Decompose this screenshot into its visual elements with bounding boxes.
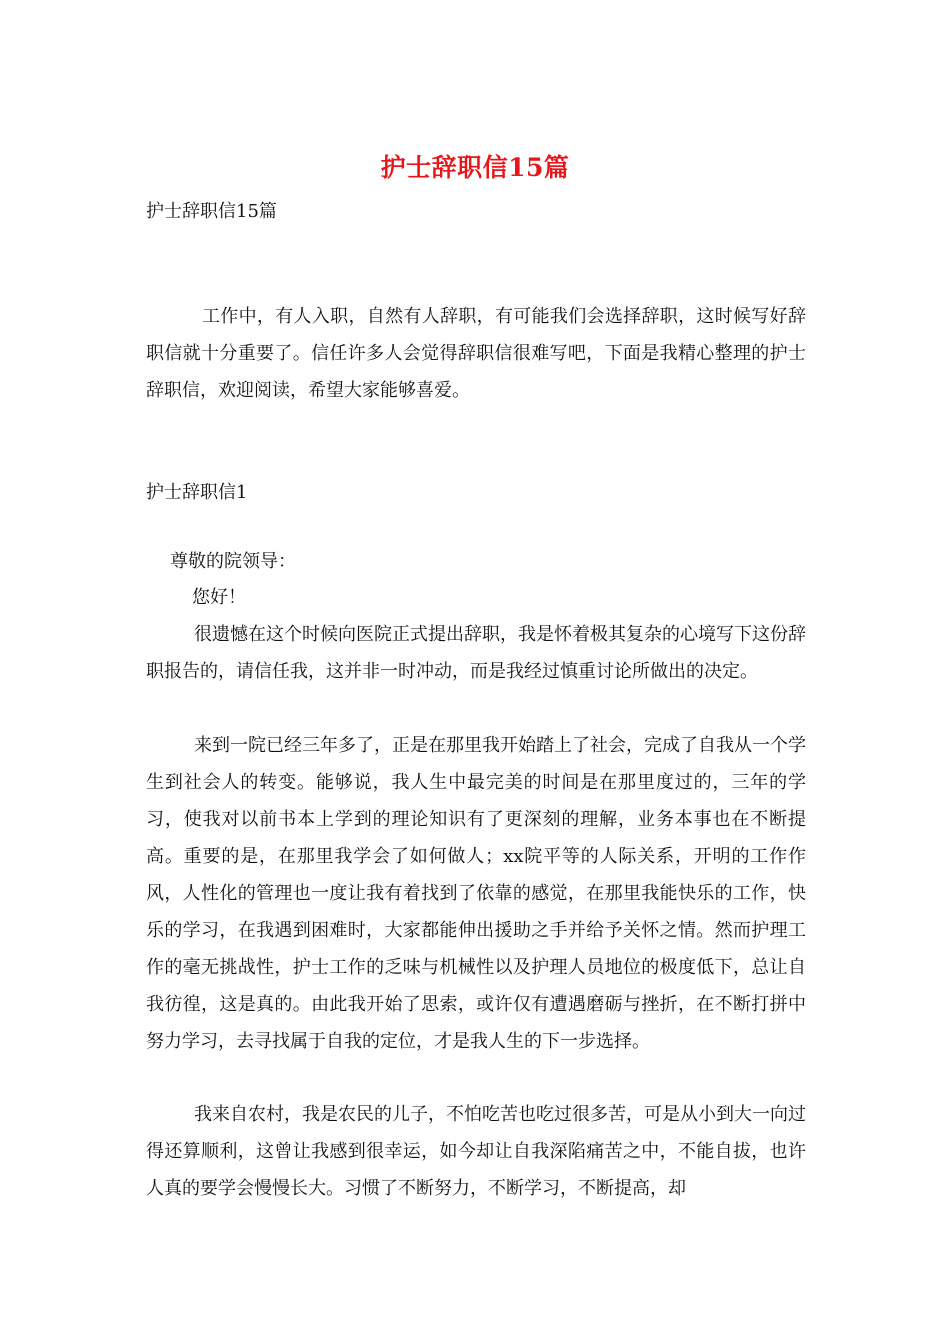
intro-paragraph: 工作中，有人入职，自然有人辞职，有可能我们会选择辞职，这时候写好辞职信就十分重要了。信任许多人会觉得辞职信很难写吧，下面是我精心整理的护士辞职信，欢迎阅读，希望大家能够喜爱。: [146, 306, 806, 401]
letter-greeting: 您好！: [192, 587, 246, 608]
section-heading: 护士辞职信1: [146, 482, 248, 503]
body-paragraph-2: 来到一院已经三年多了，正是在那里我开始踏上了社会，完成了自我从一个学生到社会人的转变。能够说，我人生中最完美的时间是在那里度过的，三年的学习，使我对以前书本上学到的理论知识有了更深刻的理解，业务本事也在不断提高。重要的是，在那里我学会了如何做人；xx院平等的人际关系，开明的工作作风，人性化的管理也一度让我有着找到了依靠的感觉，在那里我能快乐的工作，快乐的学习，在我遇到困难时，大家都能伸出援助之手并给予关怀之情。然而护理工作的毫无挑战性，护士工作的乏味与机械性以及护理人员地位的极度低下，总让自我彷徨，这是真的。由此我开始了思索，或许仅有遭遇磨砺与挫折，在不断打拼中努力学习，去寻找属于自我的定位，才是我人生的下一步选择。: [146, 735, 806, 1052]
letter-salutation: 尊敬的院领导：: [170, 551, 296, 572]
document-subtitle: 护士辞职信15篇: [146, 201, 277, 222]
body-paragraph-1: 很遗憾在这个时候向医院正式提出辞职，我是怀着极其复杂的心境写下这份辞职报告的，请信任我，这并非一时冲动，而是我经过慎重讨论所做出的决定。: [146, 624, 806, 682]
document-title: 护士辞职信15篇: [380, 153, 570, 182]
body-paragraph-3: 我来自农村，我是农民的儿子，不怕吃苦也吃过很多苦，可是从小到大一向过得还算顺利，这曾让我感到很幸运，如今却让自我深陷痛苦之中，不能自拔，也许人真的要学会慢慢长大。习惯了不断努力，不断学习，不断提高，却: [146, 1104, 806, 1199]
